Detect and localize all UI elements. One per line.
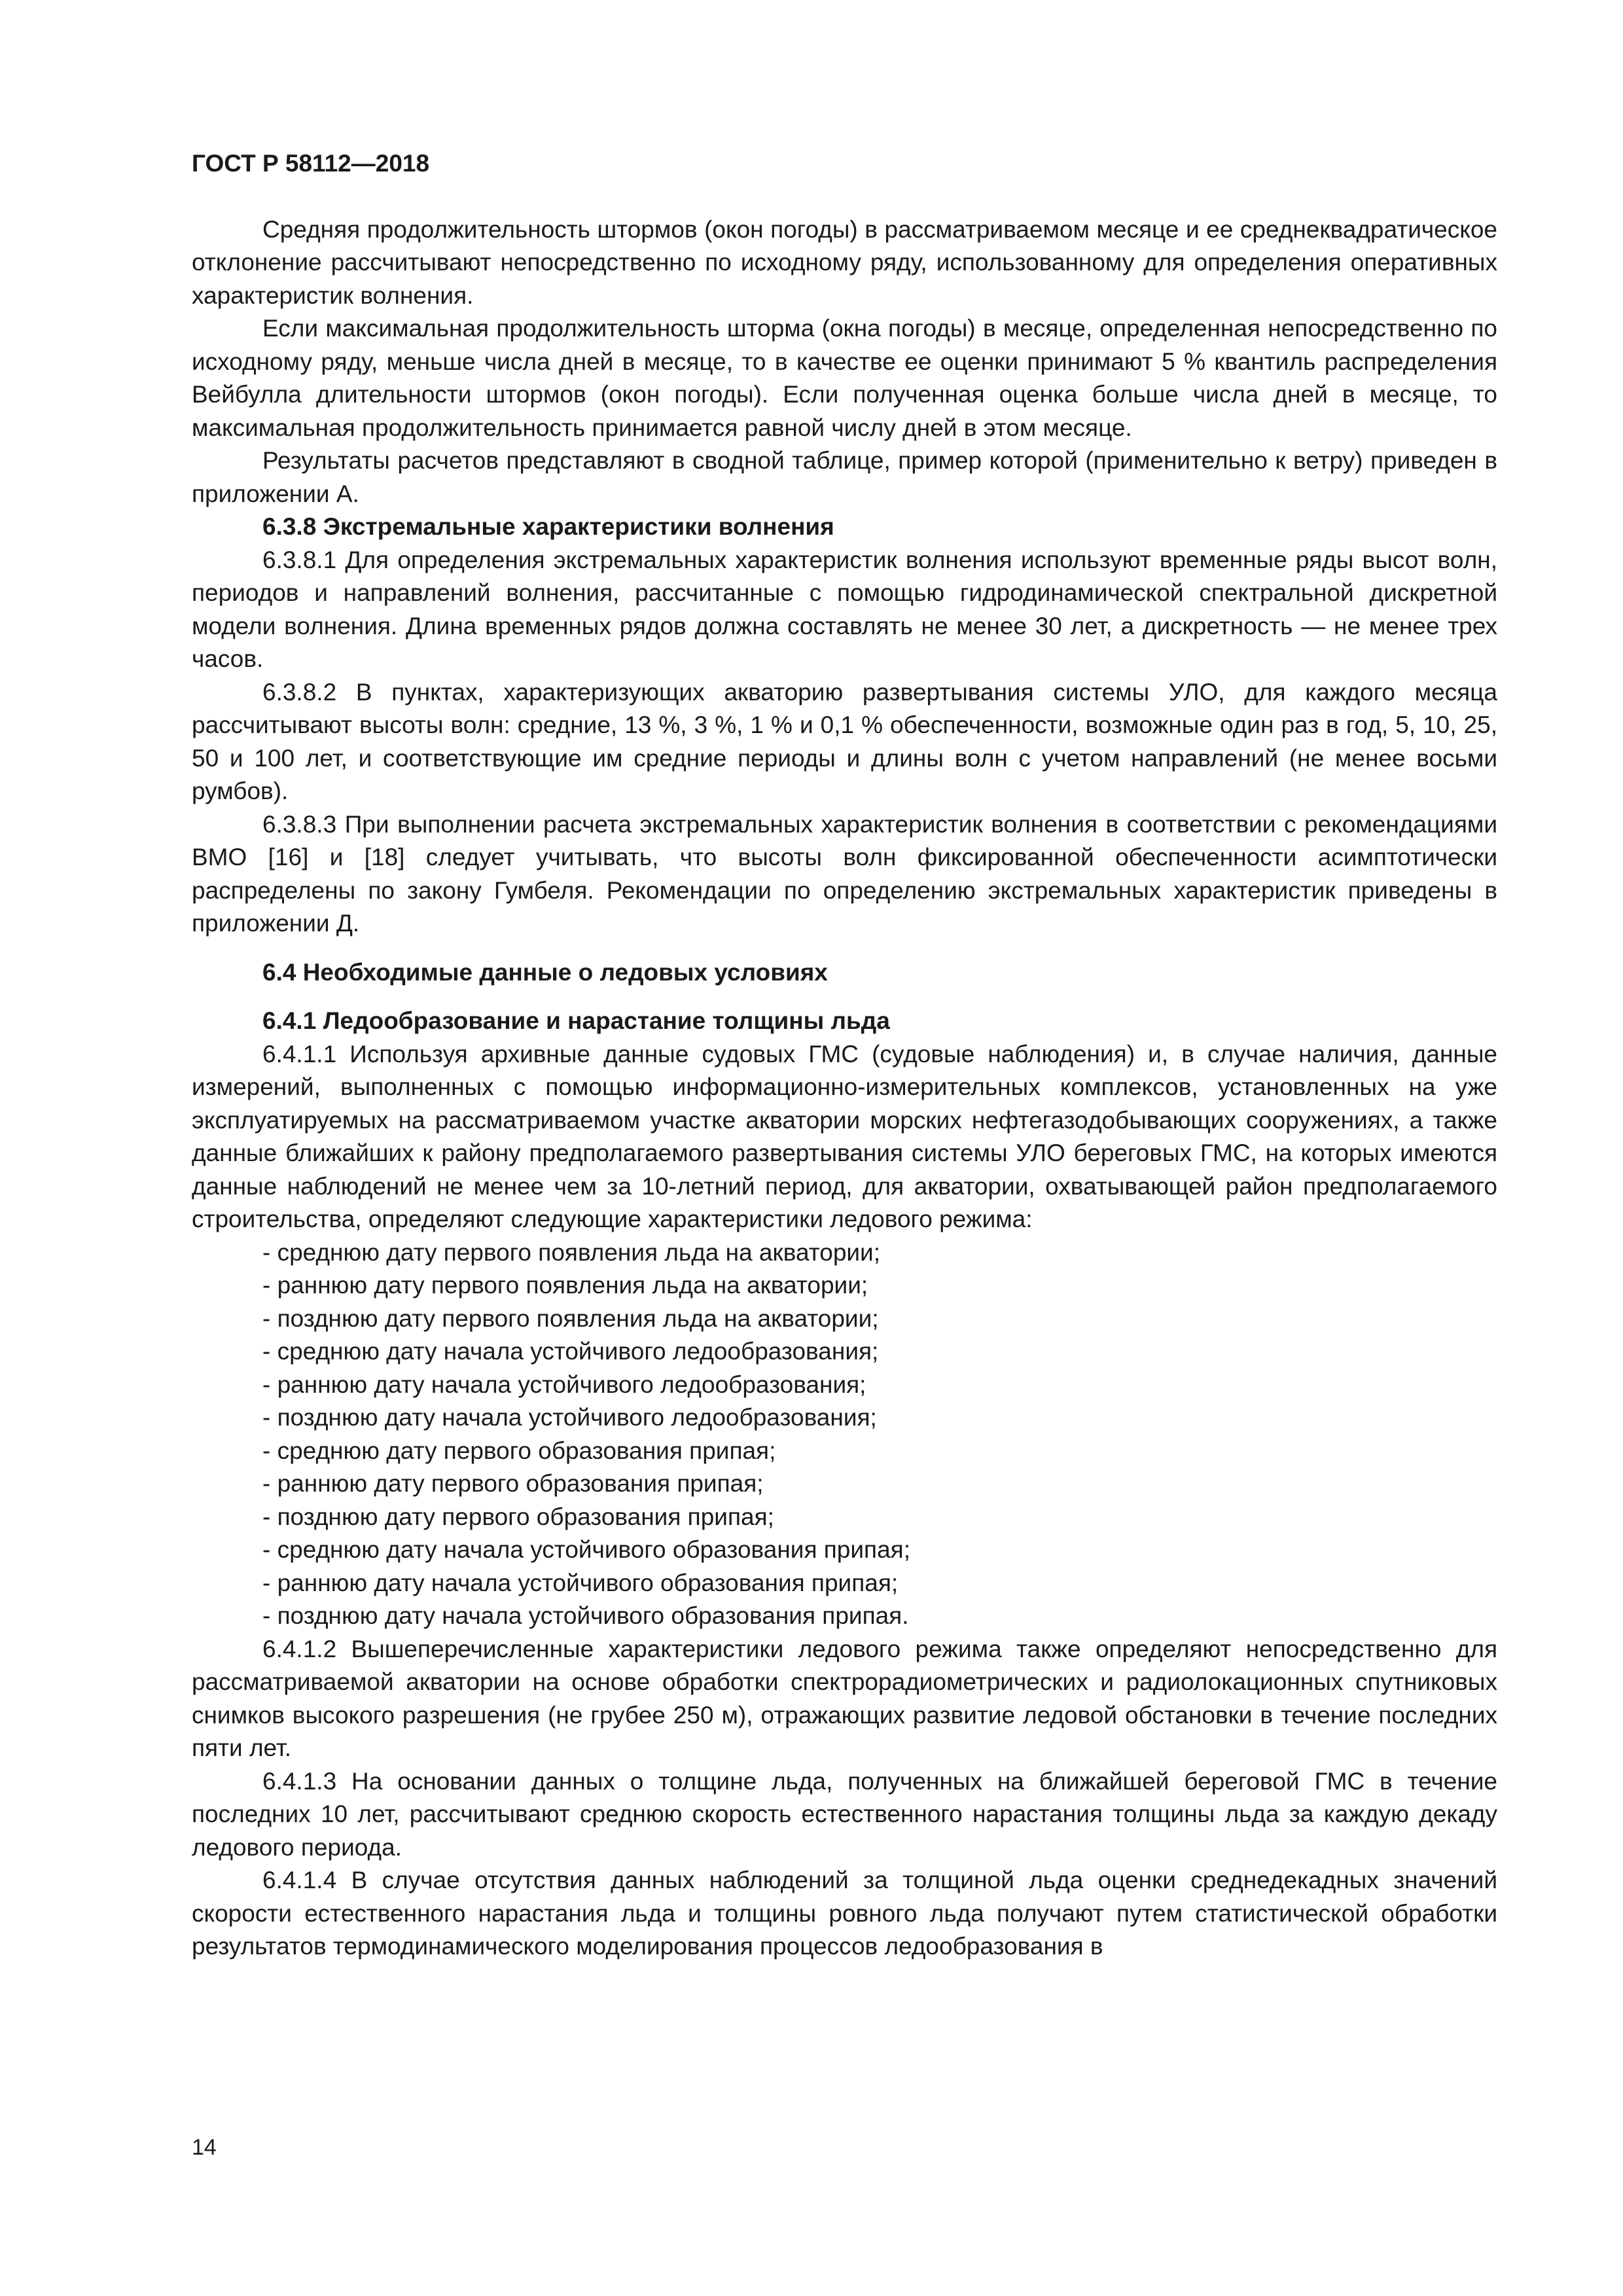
list-item: - среднюю дату начала устойчивого ледообразования; bbox=[262, 1338, 879, 1365]
list-item: - раннюю дату первого образования припая; bbox=[262, 1470, 764, 1497]
paragraph: Средняя продолжительность штормов (окон погоды) в рассматриваемом месяце и ее среднеквадратическое отклонение рассчитывают непосредственно по исходному ряду, использованному для определения оперативных характеристик волнения. bbox=[192, 215, 1497, 309]
list-item: - позднюю дату первого появления льда на акватории; bbox=[262, 1304, 879, 1332]
paragraph-6-4-1-1: 6.4.1.1 Используя архивные данные судовых ГМС (судовые наблюдения) и, в случае наличия, данные измерений, выполненных с помощью информационно-измерительных комплексов, установленных на уже эксплуатируемых на рассматриваемом участке акватории морских нефтегазодобывающих сооружениях, а также данные ближайших к району предполагаемого развертывания системы УЛО береговых ГМС, на которых имеются данные наблюдений не менее чем за 10-летний период, для акватории, охватывающей район предполагаемого строительства, определяют следующие характеристики ледового режима: bbox=[192, 1040, 1497, 1232]
list-item: - раннюю дату первого появления льда на акватории; bbox=[262, 1272, 868, 1299]
paragraph-6-3-8-3: 6.3.8.3 При выполнении расчета экстремальных характеристик волнения в соответствии с рекомендациями ВМО [16] и [18] следует учитывать, что высоты волн фиксированной обеспеченности асимптотически распределены по закону Гумбеля. Рекомендации по определению экстремальных характеристик приведены в приложении Д. bbox=[192, 810, 1497, 937]
list-item: - среднюю дату начала устойчивого образования припая; bbox=[262, 1536, 910, 1563]
ice-characteristics-list bbox=[192, 1236, 1497, 1633]
list-item: - позднюю дату первого образования припая; bbox=[262, 1503, 774, 1530]
paragraph-6-4-1-2: 6.4.1.2 Вышеперечисленные характеристики ледового режима также определяют непосредственно для рассматриваемой акватории на основе обработки спектрорадиометрических и радиолокационных спутниковых снимков высокого разрешения (не грубее 250 м), отражающих развитие ледовой обстановки в течение последних пяти лет. bbox=[192, 1635, 1497, 1761]
paragraph-6-3-8-2: 6.3.8.2 В пунктах, характеризующих акваторию развертывания системы УЛО, для каждого месяца рассчитывают высоты волн: средние, 13 %, 3 %, 1 % и 0,1 % обеспеченности, возможные один раз в год, 5, 10, 25, 50 и 100 лет, и соответствующие им средние периоды и длины волн с учетом направлений (не менее восьми румбов). bbox=[192, 678, 1497, 804]
list-item: - позднюю дату начала устойчивого ледообразования; bbox=[262, 1404, 877, 1431]
subsection-heading-6-3-8: 6.3.8 Экстремальные характеристики волнения bbox=[262, 513, 834, 540]
subsection-heading-6-4-1: 6.4.1 Ледообразование и нарастание толщины льда bbox=[262, 1007, 890, 1034]
paragraph-6-4-1-4: 6.4.1.4 В случае отсутствия данных наблюдений за толщиной льда оценки среднедекадных значений скорости естественного нарастания льда и толщины ровного льда получают путем статистической обработки результатов термодинамического моделирования процессов ледообразования в bbox=[192, 1867, 1497, 1960]
paragraph: Если максимальная продолжительность шторма (окна погоды) в месяце, определенная непосредственно по исходному ряду, меньше числа дней в месяце, то в качестве ее оценки принимают 5 % квантиль распределения Вейбулла длительности штормов (окон погоды). Если полученная оценка больше числа дней в месяце, то максимальная продолжительность принимается равной числу дней в этом месяце. bbox=[192, 315, 1497, 441]
paragraph-6-4-1-3: 6.4.1.3 На основании данных о толщине льда, полученных на ближайшей береговой ГМС в течение последних 10 лет, рассчитывают среднюю скорость естественного нарастания толщины льда за каждую декаду ледового периода. bbox=[192, 1767, 1497, 1861]
list-item: - среднюю дату первого образования припая; bbox=[262, 1437, 776, 1464]
list-item: - позднюю дату начала устойчивого образования припая. bbox=[262, 1602, 909, 1629]
list-item: - раннюю дату начала устойчивого образования припая; bbox=[262, 1569, 899, 1596]
paragraph-6-3-8-1: 6.3.8.1 Для определения экстремальных характеристик волнения используют временные ряды высот волн, периодов и направлений волнения, рассчитанные с помощью гидродинамической спектральной дискретной модели волнения. Длина временных рядов должна составлять не менее 30 лет, а дискретность — не менее трех часов. bbox=[192, 546, 1497, 672]
list-item: - среднюю дату первого появления льда на акватории; bbox=[262, 1238, 881, 1266]
section-heading-6-4: 6.4 Необходимые данные о ледовых условиях bbox=[262, 958, 828, 986]
document-page bbox=[192, 147, 1497, 1964]
page-number: 14 bbox=[192, 2135, 217, 2160]
list-item: - раннюю дату начала устойчивого ледообразования; bbox=[262, 1371, 866, 1398]
document-header: ГОСТ Р 58112—2018 bbox=[192, 150, 430, 177]
paragraph: Результаты расчетов представляют в сводной таблице, пример которой (применительно к ветру) приведен в приложении А. bbox=[192, 447, 1497, 507]
